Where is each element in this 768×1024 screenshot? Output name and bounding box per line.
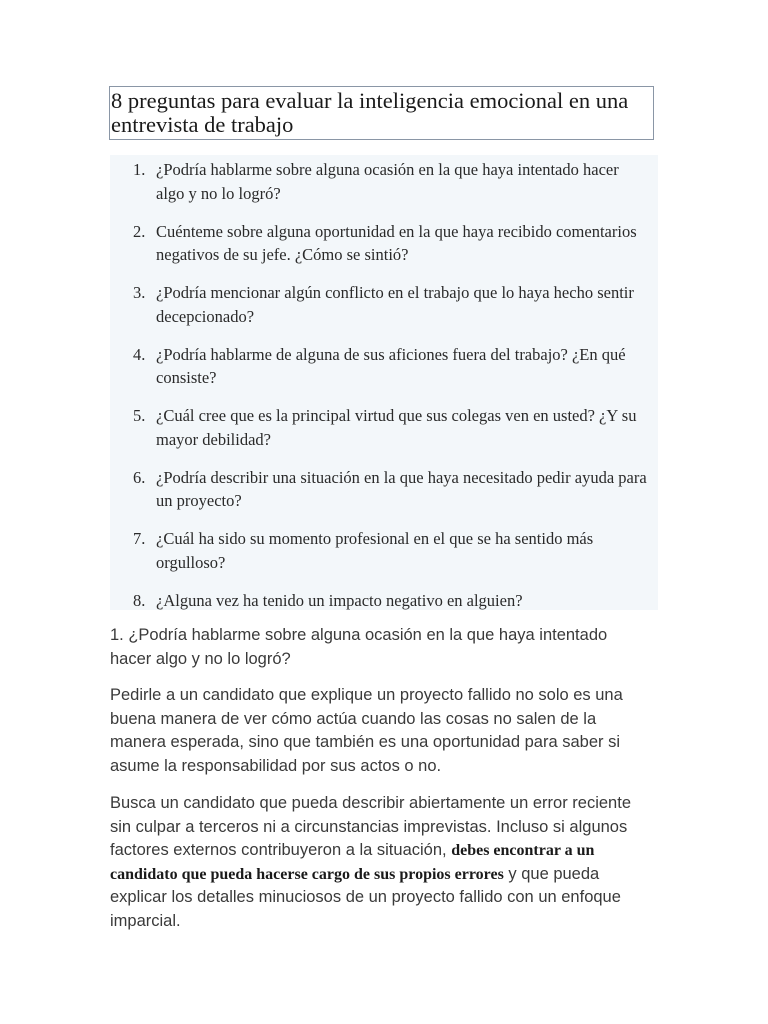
paragraph-one: Pedirle a un candidato que explique un proyecto fallido no solo es una buena manera de ver cómo actúa cuando las cosas no salen de la manera esperada, sino que también es una oportunidad para saber si asume la responsabilidad por sus actos o no.: [110, 686, 623, 775]
list-item-number: 2.: [133, 221, 146, 241]
list-item-text: Cuénteme sobre alguna oportunidad en la que haya recibido comentarios negativos de su jefe. ¿Cómo se sintió?: [156, 221, 637, 264]
list-item-text: ¿Cuál ha sido su momento profesional en el que se ha sentido más orgulloso?: [156, 529, 594, 572]
list-item-number: 4.: [133, 344, 146, 364]
list-item-number: 8.: [133, 590, 146, 610]
list-item-text: ¿Podría describir una situación en la que haya necesitado pedir ayuda para un proyecto?: [156, 467, 647, 510]
list-item-text: ¿Podría mencionar algún conflicto en el trabajo que lo haya hecho sentir decepcionado?: [156, 283, 634, 326]
paragraph-two-before: Busca un candidato que pueda describir abiertamente un error reciente sin culpar a terceros ni a circunstancias imprevistas. Incluso si algunos factores externos contribuyeron a la situación,: [110, 794, 631, 859]
list-item-text: ¿Podría hablarme de alguna de sus aficiones fuera del trabajo? ¿En qué consiste?: [156, 344, 626, 387]
list-item-number: 1.: [133, 160, 146, 179]
list-item-number: 6.: [133, 467, 146, 487]
paragraph-two-emphasis: debes encontrar a un candidato que pueda hacerse cargo de sus propios errores: [110, 842, 595, 883]
list-item: [110, 589, 658, 613]
list-item: [110, 404, 658, 451]
list-item: [110, 527, 658, 574]
list-item-text: ¿Podría hablarme sobre alguna ocasión en la que haya intentado hacer algo y no lo logró?: [156, 160, 619, 203]
list-item-text: ¿Cuál cree que es la principal virtud que sus colegas ven en usted? ¿Y su mayor debilidad?: [156, 406, 637, 449]
list-item-number: 5.: [133, 406, 146, 425]
list-item: [110, 466, 658, 513]
section-heading: 1. ¿Podría hablarme sobre alguna ocasión en la que haya intentado hacer algo y no lo logró?: [110, 626, 608, 668]
paragraph-two: [110, 792, 650, 933]
questions-panel: [110, 155, 658, 610]
list-item-number: 7.: [133, 529, 146, 548]
list-item: [110, 220, 658, 267]
list-item-number: 3.: [133, 283, 146, 302]
questions-list: [110, 158, 658, 627]
page-title: 8 preguntas para evaluar la inteligencia emocional en una entrevista de trabajo: [111, 88, 629, 137]
list-item: [110, 343, 658, 390]
list-item-text: ¿Alguna vez ha tenido un impacto negativo en alguien?: [156, 590, 523, 610]
list-item: [110, 281, 658, 328]
list-item: [110, 158, 658, 205]
paragraph-two-after: y que pueda explicar los detalles minuciosos de un proyecto fallido con un enfoque imparcial.: [110, 864, 621, 930]
title-box: [109, 86, 654, 140]
